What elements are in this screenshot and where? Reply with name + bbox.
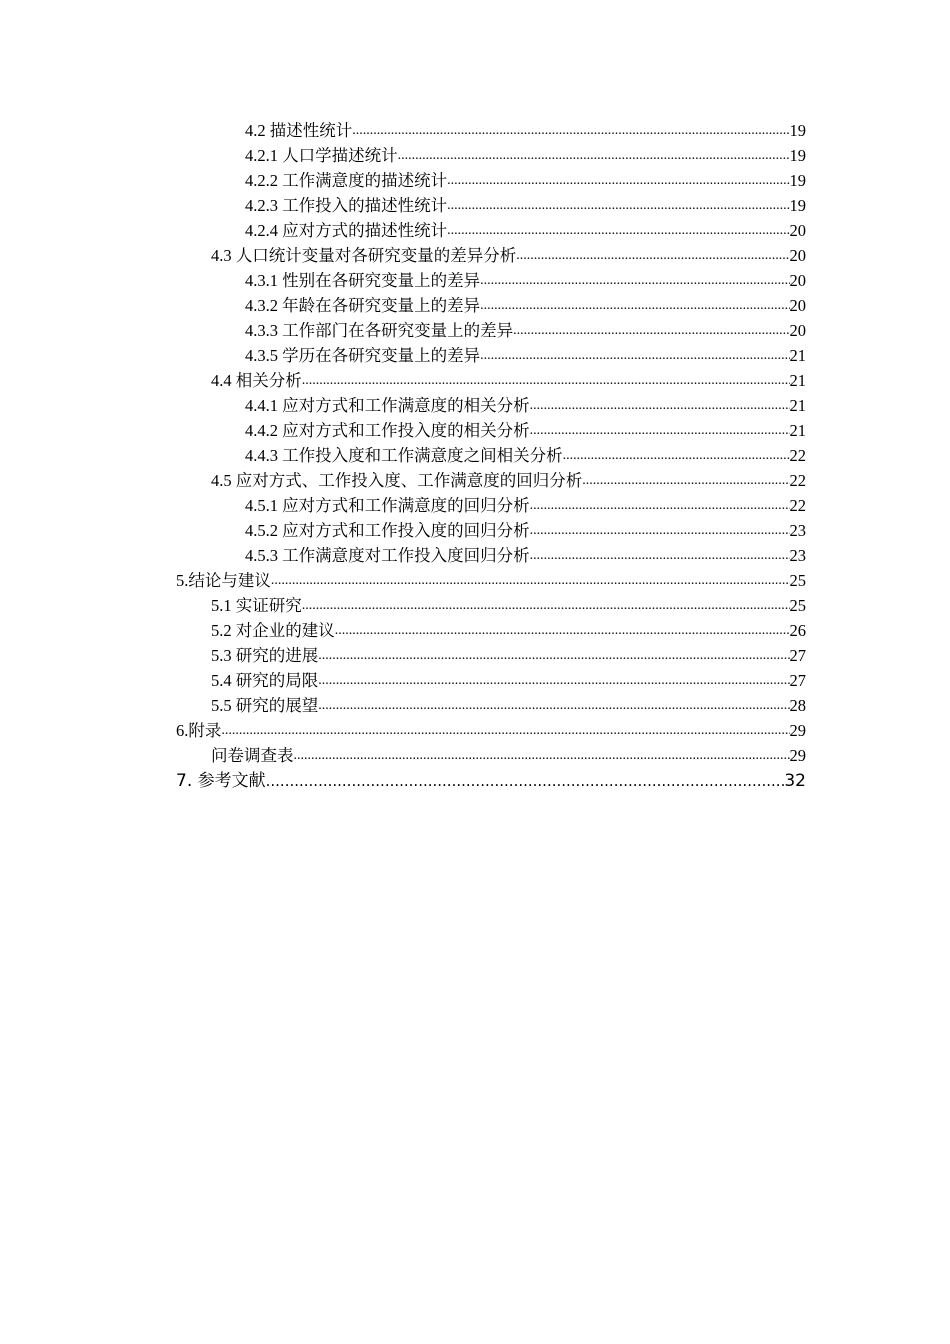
toc-entry-title: 4.5.1 应对方式和工作满意度的回归分析: [245, 496, 530, 515]
toc-dot-leader: [318, 697, 789, 716]
toc-entry[interactable]: [0, 616, 950, 641]
toc-dot-leader: [271, 572, 790, 591]
toc-dot-leader: [563, 447, 790, 466]
toc-entry-title: 4.3.3 工作部门在各研究变量上的差异: [245, 321, 514, 340]
toc-entry[interactable]: [0, 166, 950, 191]
toc-entry[interactable]: [0, 291, 950, 316]
toc-page-number: 29: [789, 746, 806, 765]
toc-dot-leader: [302, 597, 790, 616]
toc-dot-leader: [530, 497, 790, 516]
toc-entry-title: 4.4.3 工作投入度和工作满意度之间相关分析: [245, 446, 563, 465]
toc-entry[interactable]: [0, 391, 950, 416]
toc-dot-leader: [302, 372, 790, 391]
toc-entry-title: 4.3.1 性别在各研究变量上的差异: [245, 271, 481, 290]
toc-entry[interactable]: [0, 116, 950, 141]
toc-entry[interactable]: [0, 316, 950, 341]
toc-entry[interactable]: [0, 241, 950, 266]
toc-entry-title: 4.3.2 年龄在各研究变量上的差异: [245, 296, 481, 315]
toc-entry[interactable]: [0, 691, 950, 716]
toc-dot-leader: [480, 297, 789, 316]
toc-dot-leader: [530, 522, 790, 541]
toc-entry-title: 5.4 研究的局限: [211, 671, 319, 690]
toc-entry[interactable]: [0, 341, 950, 366]
toc-dot-leader: [398, 147, 790, 166]
toc-page-number: 23: [789, 546, 806, 565]
toc-entry[interactable]: [0, 366, 950, 391]
toc-entry-title: 5.5 研究的展望: [211, 696, 319, 715]
toc-dot-leader: [335, 622, 790, 641]
toc-entry[interactable]: [0, 591, 950, 616]
toc-entry[interactable]: [0, 216, 950, 241]
toc-page-number: 22: [789, 471, 806, 490]
toc-entry[interactable]: [0, 491, 950, 516]
toc-page-number: 28: [789, 696, 806, 715]
toc-dot-leader: [318, 647, 789, 666]
toc-entry-title: 4.2.4 应对方式的描述性统计: [245, 221, 448, 240]
toc-page-number: 22: [789, 446, 806, 465]
toc-entry[interactable]: [0, 541, 950, 566]
toc-page-number: 19: [789, 121, 806, 140]
toc-dot-leader: [516, 247, 789, 266]
toc-entry-title: 4.5 应对方式、工作投入度、工作满意度的回归分析: [211, 471, 583, 490]
toc-page-number: 26: [789, 621, 806, 640]
toc-dot-leader: [447, 197, 789, 216]
toc-page-number: 19: [789, 146, 806, 165]
toc-entry[interactable]: [0, 566, 950, 591]
toc-dot-leader: [294, 747, 790, 766]
toc-entry-title: 7. 参考文献: [176, 771, 266, 791]
toc-page-number: 20: [789, 246, 806, 265]
toc-entry-title: 4.3.5 学历在各研究变量上的差异: [245, 346, 481, 365]
toc-entry-title: 问卷调查表: [211, 746, 294, 765]
toc-page-number: 20: [789, 221, 806, 240]
toc-entry-title: 5.3 研究的进展: [211, 646, 319, 665]
toc-entry-title: 4.4 相关分析: [211, 371, 302, 390]
toc-dot-leader: [318, 672, 789, 691]
toc-entry[interactable]: [0, 666, 950, 691]
toc-entry-title: 4.2.3 工作投入的描述性统计: [245, 196, 448, 215]
toc-entry[interactable]: [0, 141, 950, 166]
toc-dot-leader: [480, 272, 789, 291]
toc-entry-title: 4.2.1 人口学描述统计: [245, 146, 398, 165]
toc-entry-title: 5.结论与建议: [176, 571, 271, 590]
toc-entry-title: 4.2 描述性统计: [245, 121, 353, 140]
toc-entry[interactable]: [0, 416, 950, 441]
toc-entry-title: 4.4.2 应对方式和工作投入度的相关分析: [245, 421, 530, 440]
toc-dot-leader: [352, 122, 789, 141]
table-of-contents: [0, 116, 950, 791]
toc-entry-title: 4.5.2 应对方式和工作投入度的回归分析: [245, 521, 530, 540]
toc-page-number: 21: [789, 396, 806, 415]
toc-page-number: 19: [789, 196, 806, 215]
toc-entry[interactable]: [0, 191, 950, 216]
toc-entry[interactable]: [0, 466, 950, 491]
toc-page-number: 27: [789, 671, 806, 690]
toc-page-number: 29: [789, 721, 806, 740]
toc-page-number: 23: [789, 521, 806, 540]
toc-entry[interactable]: [0, 641, 950, 666]
toc-page-number: 20: [789, 321, 806, 340]
toc-entry-title: 4.3 人口统计变量对各研究变量的差异分析: [211, 246, 517, 265]
toc-dot-leader: [266, 772, 785, 791]
toc-entry-title: 4.5.3 工作满意度对工作投入度回归分析: [245, 546, 530, 565]
toc-entry[interactable]: [0, 441, 950, 466]
toc-page-number: 20: [789, 296, 806, 315]
toc-entry[interactable]: [0, 266, 950, 291]
toc-page-number: 21: [789, 421, 806, 440]
toc-page-number: 19: [789, 171, 806, 190]
toc-entry-title: 5.1 实证研究: [211, 596, 302, 615]
toc-page-number: 32: [784, 771, 806, 791]
toc-dot-leader: [513, 322, 789, 341]
toc-dot-leader: [530, 422, 790, 441]
toc-entry[interactable]: [0, 716, 950, 741]
toc-dot-leader: [447, 172, 789, 191]
toc-entry-title: 6.附录: [176, 721, 222, 740]
toc-entry-title: 5.2 对企业的建议: [211, 621, 335, 640]
toc-page-number: 25: [789, 596, 806, 615]
toc-page-number: 22: [789, 496, 806, 515]
toc-page-number: 25: [789, 571, 806, 590]
toc-dot-leader: [447, 222, 789, 241]
toc-page-number: 27: [789, 646, 806, 665]
toc-dot-leader: [221, 722, 789, 741]
toc-entry[interactable]: [0, 741, 950, 766]
toc-entry-title: 4.2.2 工作满意度的描述统计: [245, 171, 448, 190]
toc-entry-title: 4.4.1 应对方式和工作满意度的相关分析: [245, 396, 530, 415]
toc-entry[interactable]: [0, 516, 950, 541]
toc-dot-leader: [530, 547, 790, 566]
toc-page-number: 20: [789, 271, 806, 290]
toc-page-number: 21: [789, 371, 806, 390]
toc-dot-leader: [530, 397, 790, 416]
toc-dot-leader: [480, 347, 789, 366]
toc-entry[interactable]: [0, 766, 950, 791]
toc-dot-leader: [582, 472, 789, 491]
toc-page-number: 21: [789, 346, 806, 365]
